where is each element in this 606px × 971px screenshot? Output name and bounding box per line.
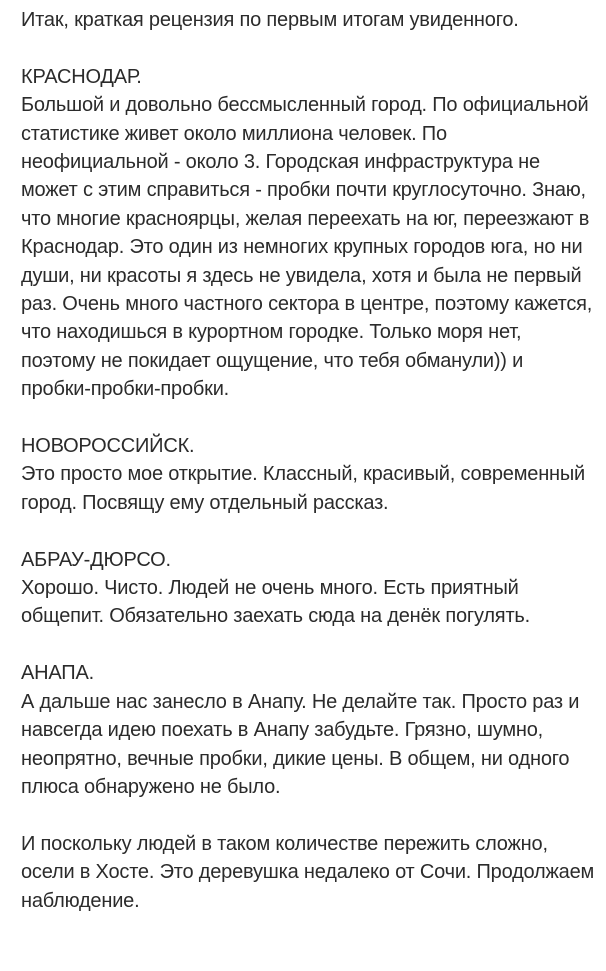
outro-paragraph: И поскольку людей в таком количестве пережить сложно, осели в Хосте. Это деревушка недалеко от Сочи. Продолжаем наблюдение. <box>21 832 595 912</box>
post-body <box>21 6 596 915</box>
section-heading: НОВОРОССИЙСК. <box>21 435 195 458</box>
section-text: А дальше нас занесло в Анапу. Не делайте так. Просто раз и навсегда идею поехать в Анапу забудьте. Грязно, шумно, неопрятно, вечные пробки, дикие цены. В общем, ни одного плюса обнаружено не было. <box>21 690 580 798</box>
section-krasnodar <box>21 63 596 404</box>
section-abrau-durso <box>21 546 596 631</box>
section-heading: КРАСНОДАР. <box>21 65 142 88</box>
section-heading: АБРАУ-ДЮРСО. <box>21 548 171 571</box>
section-text: Большой и довольно бессмысленный город. По официальной статистике живет около миллиона человек. По неофициальной - около 3. Городская инфраструктура не может с этим справиться - пробки почти круглосуточно. Знаю, что многие красноярцы, желая переехать на юг, переезжают в Краснодар. Это один из немногих крупных городов юга, но ни души, ни красоты я здесь не увидела, хотя и была не первый раз. Очень много частного сектора в центре, поэтому кажется, что находишься в курортном городке. Только моря нет, поэтому не покидает ощущение, что тебя обманули)) и пробки-пробки-пробки. <box>21 94 593 401</box>
section-text: Хорошо. Чисто. Людей не очень много. Есть приятный общепит. Обязательно заехать сюда на денёк погулять. <box>21 577 530 628</box>
section-heading: АНАПА. <box>21 662 94 685</box>
section-text: Это просто мое открытие. Классный, красивый, современный город. Посвящу ему отдельный рассказ. <box>21 463 586 514</box>
section-novorossiysk <box>21 432 596 517</box>
intro-paragraph: Итак, краткая рецензия по первым итогам увиденного. <box>21 9 519 31</box>
section-anapa <box>21 659 596 801</box>
